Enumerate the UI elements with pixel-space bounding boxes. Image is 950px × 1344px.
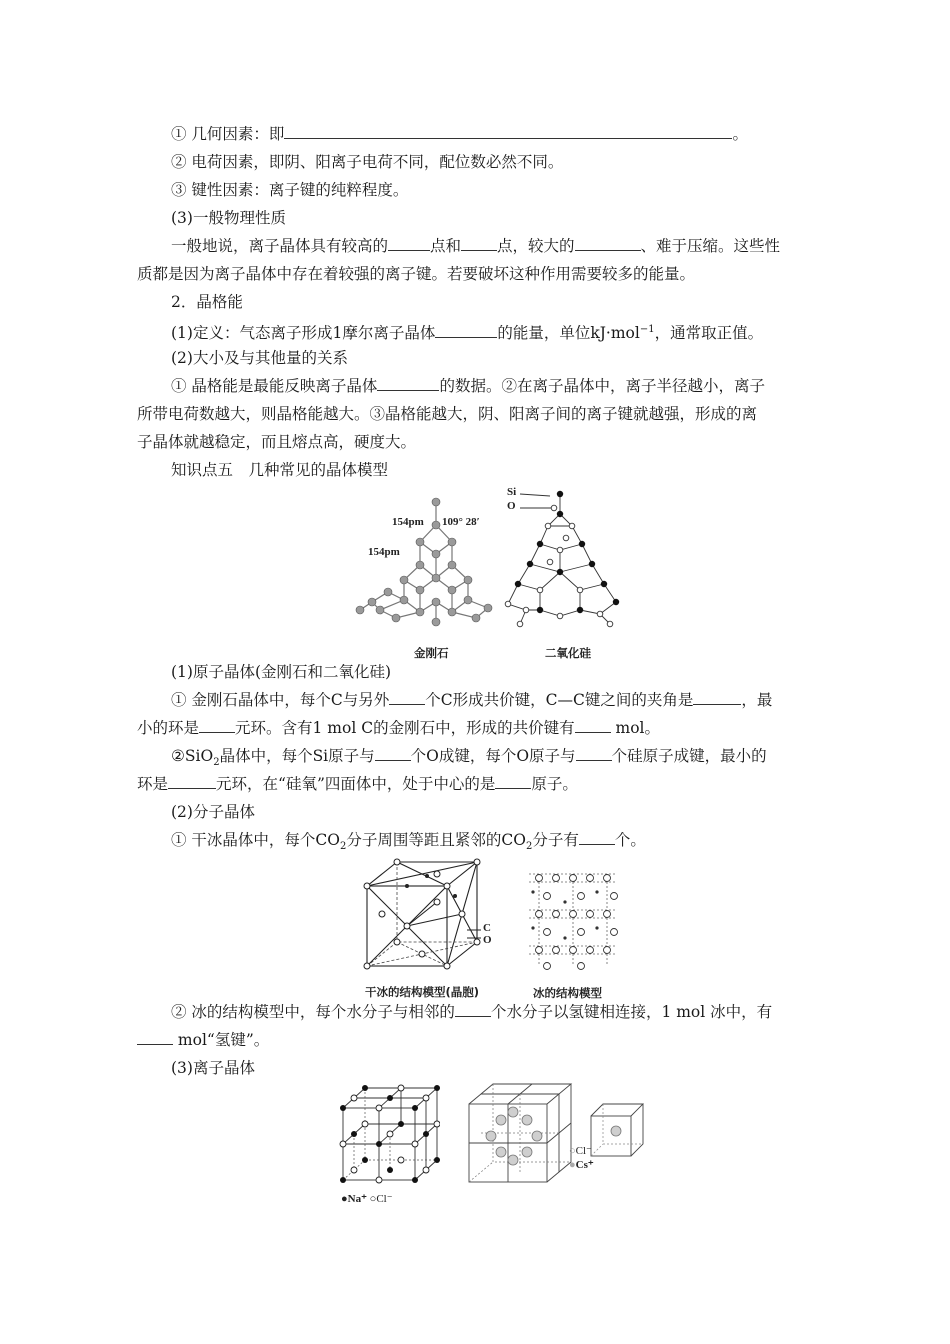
sio2-caption: 二氧化硅 — [545, 646, 591, 660]
cs-dot-icon: ● — [569, 1159, 576, 1171]
dry-ice-unit-cell-image — [355, 856, 495, 972]
sio2-structure-image — [500, 484, 635, 634]
sio2-si-label: Si — [507, 486, 517, 498]
ice-structure-image — [525, 864, 621, 974]
cs-ion-icon — [611, 1126, 621, 1136]
cs-legend-label: Cs⁺ — [575, 1159, 594, 1171]
line-sio2-question-2: 环是 元环，在“硅氧”四面体中，处于中心的是 原子。 — [137, 775, 578, 793]
dry-ice-figure — [355, 856, 515, 1002]
line-geometric-factor: ① 几何因素：即 。 — [171, 125, 748, 143]
answer-blank — [455, 1002, 491, 1017]
line-properties-2: 质都是因为离子晶体中存在着较强的离子键。若要破坏这种作用需要较多的能量。 — [137, 265, 696, 283]
answer-blank — [375, 746, 411, 761]
answer-blank — [435, 323, 497, 338]
heading-crystal-models: 知识点五 几种常见的晶体模型 — [171, 461, 389, 479]
subheading-molecular-crystal: (2)分子晶体 — [171, 803, 255, 821]
dry-ice-caption: 干冰的结构模型(晶胞) — [365, 985, 480, 999]
cl-dot-icon: ○ — [369, 1193, 377, 1205]
line-charge-factor: ② 电荷因素，即阴、阳离子电荷不同，配位数必然不同。 — [171, 153, 564, 171]
sio2-o-label: O — [507, 500, 516, 512]
subheading-atomic-crystal: (1)原子晶体(金刚石和二氧化硅) — [171, 663, 392, 681]
na-legend-label: Na⁺ — [347, 1193, 367, 1205]
line-diamond-question-1: ① 金刚石晶体中，每个C与另外 个C形成共价键，C—C键之间的夹角是 ，最 — [171, 691, 773, 709]
heading-lattice-energy: 2．晶格能 — [171, 293, 243, 311]
answer-blank — [461, 236, 497, 251]
answer-blank — [693, 690, 741, 705]
answer-blank — [168, 774, 216, 789]
cscl-legend — [569, 1144, 594, 1172]
line-relations-3: 子晶体就越稳定，而且熔点高，硬度大。 — [137, 433, 417, 451]
subheading-physical-properties: (3)一般物理性质 — [171, 209, 286, 227]
line-bond-factor: ③ 键性因素：离子键的纯粹程度。 — [171, 181, 409, 199]
answer-blank — [199, 718, 235, 733]
line-dry-ice-question: ① 干冰晶体中，每个$CO_2$分子周围等距且紧邻的$CO_2$分子有 个。 — [171, 831, 646, 853]
answer-blank — [389, 690, 425, 705]
cl-legend-label: Cl⁻ — [575, 1145, 592, 1157]
line-definition: (1)定义：气态离子形成1摩尔离子晶体 的能量，单位kJ·mol$^{-1}$，通常取正值。 — [171, 324, 764, 343]
cscl-unit-cell-figure — [569, 1100, 655, 1204]
line-relations-1: ① 晶格能是最能反映离子晶体 的数据。②在离子晶体中，离子半径越小，离子 — [171, 377, 765, 395]
cl-legend-label: Cl⁻ — [376, 1193, 393, 1205]
answer-blank — [495, 774, 531, 789]
diamond-caption: 金刚石 — [414, 646, 449, 660]
ice-figure — [525, 864, 625, 1004]
answer-blank — [579, 830, 615, 845]
answer-blank — [575, 718, 611, 733]
nacl-figure — [335, 1084, 445, 1208]
diamond-bond-length-label: 154pm — [392, 516, 424, 528]
na-dot-icon: ● — [341, 1193, 348, 1205]
answer-blank — [137, 1030, 173, 1045]
diamond-bond-length-label-2: 154pm — [368, 546, 400, 558]
diamond-figure — [350, 490, 500, 660]
line-relations-2: 所带电荷数越大，则晶格能越大。③晶格能越大，阴、阳离子间的离子键就越强，形成的离 — [137, 405, 758, 423]
answer-blank — [377, 376, 439, 391]
line-diamond-question-2: 小的环是 元环。含有1 mol C的金刚石中，形成的共价键有 mol。 — [137, 719, 661, 737]
line-ice-question-2: mol“氢键”。 — [137, 1030, 269, 1050]
line-ice-question-1: ② 冰的结构模型中，每个水分子与相邻的 个水分子以氢键相连接，1 mol 冰中，有 — [171, 1003, 773, 1021]
nacl-structure-image — [335, 1084, 440, 1190]
line-properties-1: 一般地说，离子晶体具有较高的 点和 点，较大的 、难于压缩。这些性 — [171, 237, 781, 255]
sio2-figure — [500, 484, 635, 660]
answer-blank — [575, 236, 641, 251]
cscl-lattice-figure — [465, 1082, 577, 1188]
answer-blank — [388, 236, 430, 251]
subheading-relations: (2)大小及与其他量的关系 — [171, 349, 348, 367]
dry-ice-o-label: O — [483, 934, 492, 946]
cscl-lattice-image — [465, 1082, 575, 1186]
diamond-bond-angle-label: 109° 28′ — [442, 516, 480, 528]
dry-ice-c-label: C — [483, 922, 491, 934]
cl-dot-icon: ○ — [569, 1145, 576, 1157]
answer-blank — [576, 746, 612, 761]
answer-blank — [284, 124, 732, 139]
cscl-unit-cell-image — [585, 1100, 645, 1160]
nacl-legend — [341, 1192, 393, 1205]
ice-caption: 冰的结构模型 — [533, 986, 602, 1000]
subheading-ionic-crystal: (3)离子晶体 — [171, 1059, 255, 1077]
line-sio2-question-1: ②SiO$_2$晶体中，每个Si原子与 个O成键，每个O原子与 个硅原子成键，最小的 — [171, 747, 767, 769]
diamond-structure-image — [350, 490, 500, 630]
